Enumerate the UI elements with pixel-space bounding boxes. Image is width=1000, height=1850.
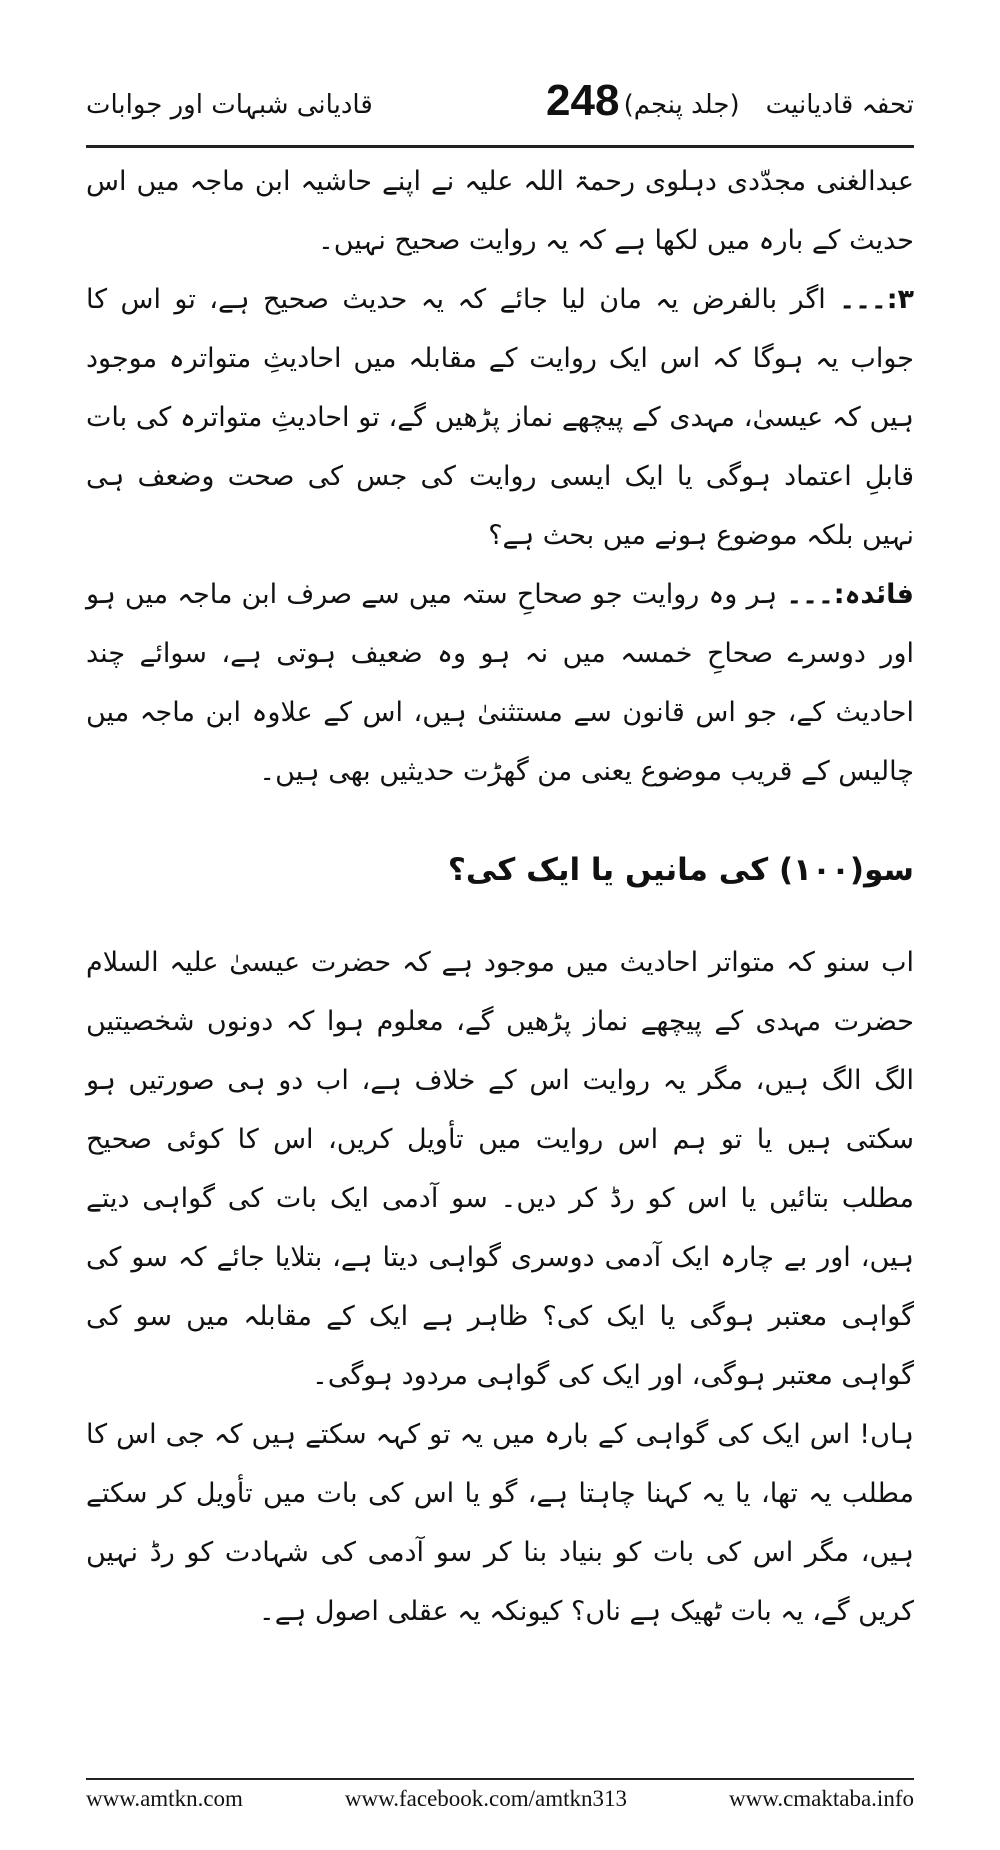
paragraph-lead: ۳:۔۔۔: [839, 284, 914, 315]
header-book-section-title: قادیانی شبہات اور جوابات: [86, 90, 373, 120]
section-heading: سو(۱۰۰) کی مانیں یا ایک کی؟: [447, 852, 914, 888]
footer-rule: [86, 1778, 914, 1780]
header-title-text: تحفہ قادیانیت: [765, 90, 914, 120]
paragraph-text: اگر بالفرض یہ مان لیا جائے کہ یہ حدیث صحیح ہے، تو اس کا جواب یہ ہوگا کہ اس ایک روایت کے مقابلہ میں احادیثِ متواترہ موجود ہیں کہ عیسیٰ، مہدی کے پیچھے نماز پڑھیں گے، تو احادیثِ متواترہ کی بات قابلِ اعتماد ہوگی یا ایک ایسی روایت کی جس کی صحت وضعف ہی نہیں بلکہ موضوع ہونے میں بحث ہے؟: [86, 284, 914, 551]
page-number: 248: [546, 76, 620, 125]
footer-link-facebook[interactable]: www.facebook.com/amtkn313: [344, 1786, 628, 1811]
header-volume: (جلد پنجم): [623, 90, 740, 120]
paragraph-text: عبدالغنی مجدّدی دہلوی رحمۃ اللہ علیہ نے اپنے حاشیہ ابن ماجہ میں اس حدیث کے بارہ میں لکھا ہے کہ یہ روایت صحیح نہیں۔: [86, 166, 914, 256]
paragraph-2: [86, 270, 914, 565]
header-rule: [86, 145, 914, 148]
footer-link-cmaktaba[interactable]: www.cmaktaba.info: [728, 1786, 914, 1811]
section-paragraph-2: [86, 1405, 914, 1641]
paragraph-text: ہاں! اس ایک کی گواہی کے بارہ میں یہ تو کہہ سکتے ہیں کہ جی اس کا مطلب یہ تھا، یا یہ کہنا چاہتا ہے، گو یا اس کی بات میں تأویل کر سکتے ہیں، مگر اس کی بات کو بنیاد بنا کر سو آدمی کی شہادت کو رڈ نہیں کریں گے، یہ بات ٹھیک ہے ناں؟ کیونکہ یہ عقلی اصول ہے۔: [86, 1419, 914, 1627]
header-book-title: [624, 90, 914, 120]
section-paragraph-1: [86, 933, 914, 1405]
page-header: [86, 70, 914, 140]
paragraph-text: اب سنو کہ متواتر احادیث میں موجود ہے کہ حضرت عیسیٰ علیہ السلام حضرت مہدی کے پیچھے نماز پڑھیں گے، معلوم ہوا کہ دونوں شخصیتیں الگ الگ ہیں، مگر یہ روایت اس کے خلاف ہے، اب دو ہی صورتیں ہو سکتی ہیں یا تو ہم اس روایت میں تأویل کریں، اس کا کوئی صحیح مطلب بتائیں یا اس کو رڈ کر دیں۔ سو آدمی ایک بات کی گواہی دیتے ہیں، اور بے چارہ ایک آدمی دوسری گواہی دیتا ہے، بتلایا جائے کہ سو کی گواہی معتبر ہوگی یا ایک کی؟ ظاہر ہے ایک کے مقابلہ میں سو کی گواہی معتبر ہوگی، اور ایک کی گواہی مردود ہوگی۔: [86, 947, 914, 1391]
paragraph-3: [86, 565, 914, 801]
footer-link-amtkn[interactable]: www.amtkn.com: [86, 1786, 243, 1811]
paragraph-1: [86, 152, 914, 270]
page-body: [86, 152, 914, 1641]
paragraph-text: ہر وہ روایت جو صحاحِ ستہ میں سے صرف ابن ماجہ میں ہو اور دوسرے صحاحِ خمسہ میں نہ ہو وہ ضعیف ہوتی ہے، سوائے چند احادیث کے، جو اس قانون سے مستثنیٰ ہیں، اس کے علاوہ ابن ماجہ میں چالیس کے قریب موضوع یعنی من گھڑت حدیثیں بھی ہیں۔: [86, 579, 914, 787]
page-footer: [86, 1786, 914, 1812]
paragraph-lead: فائدہ:۔۔۔: [786, 579, 914, 610]
